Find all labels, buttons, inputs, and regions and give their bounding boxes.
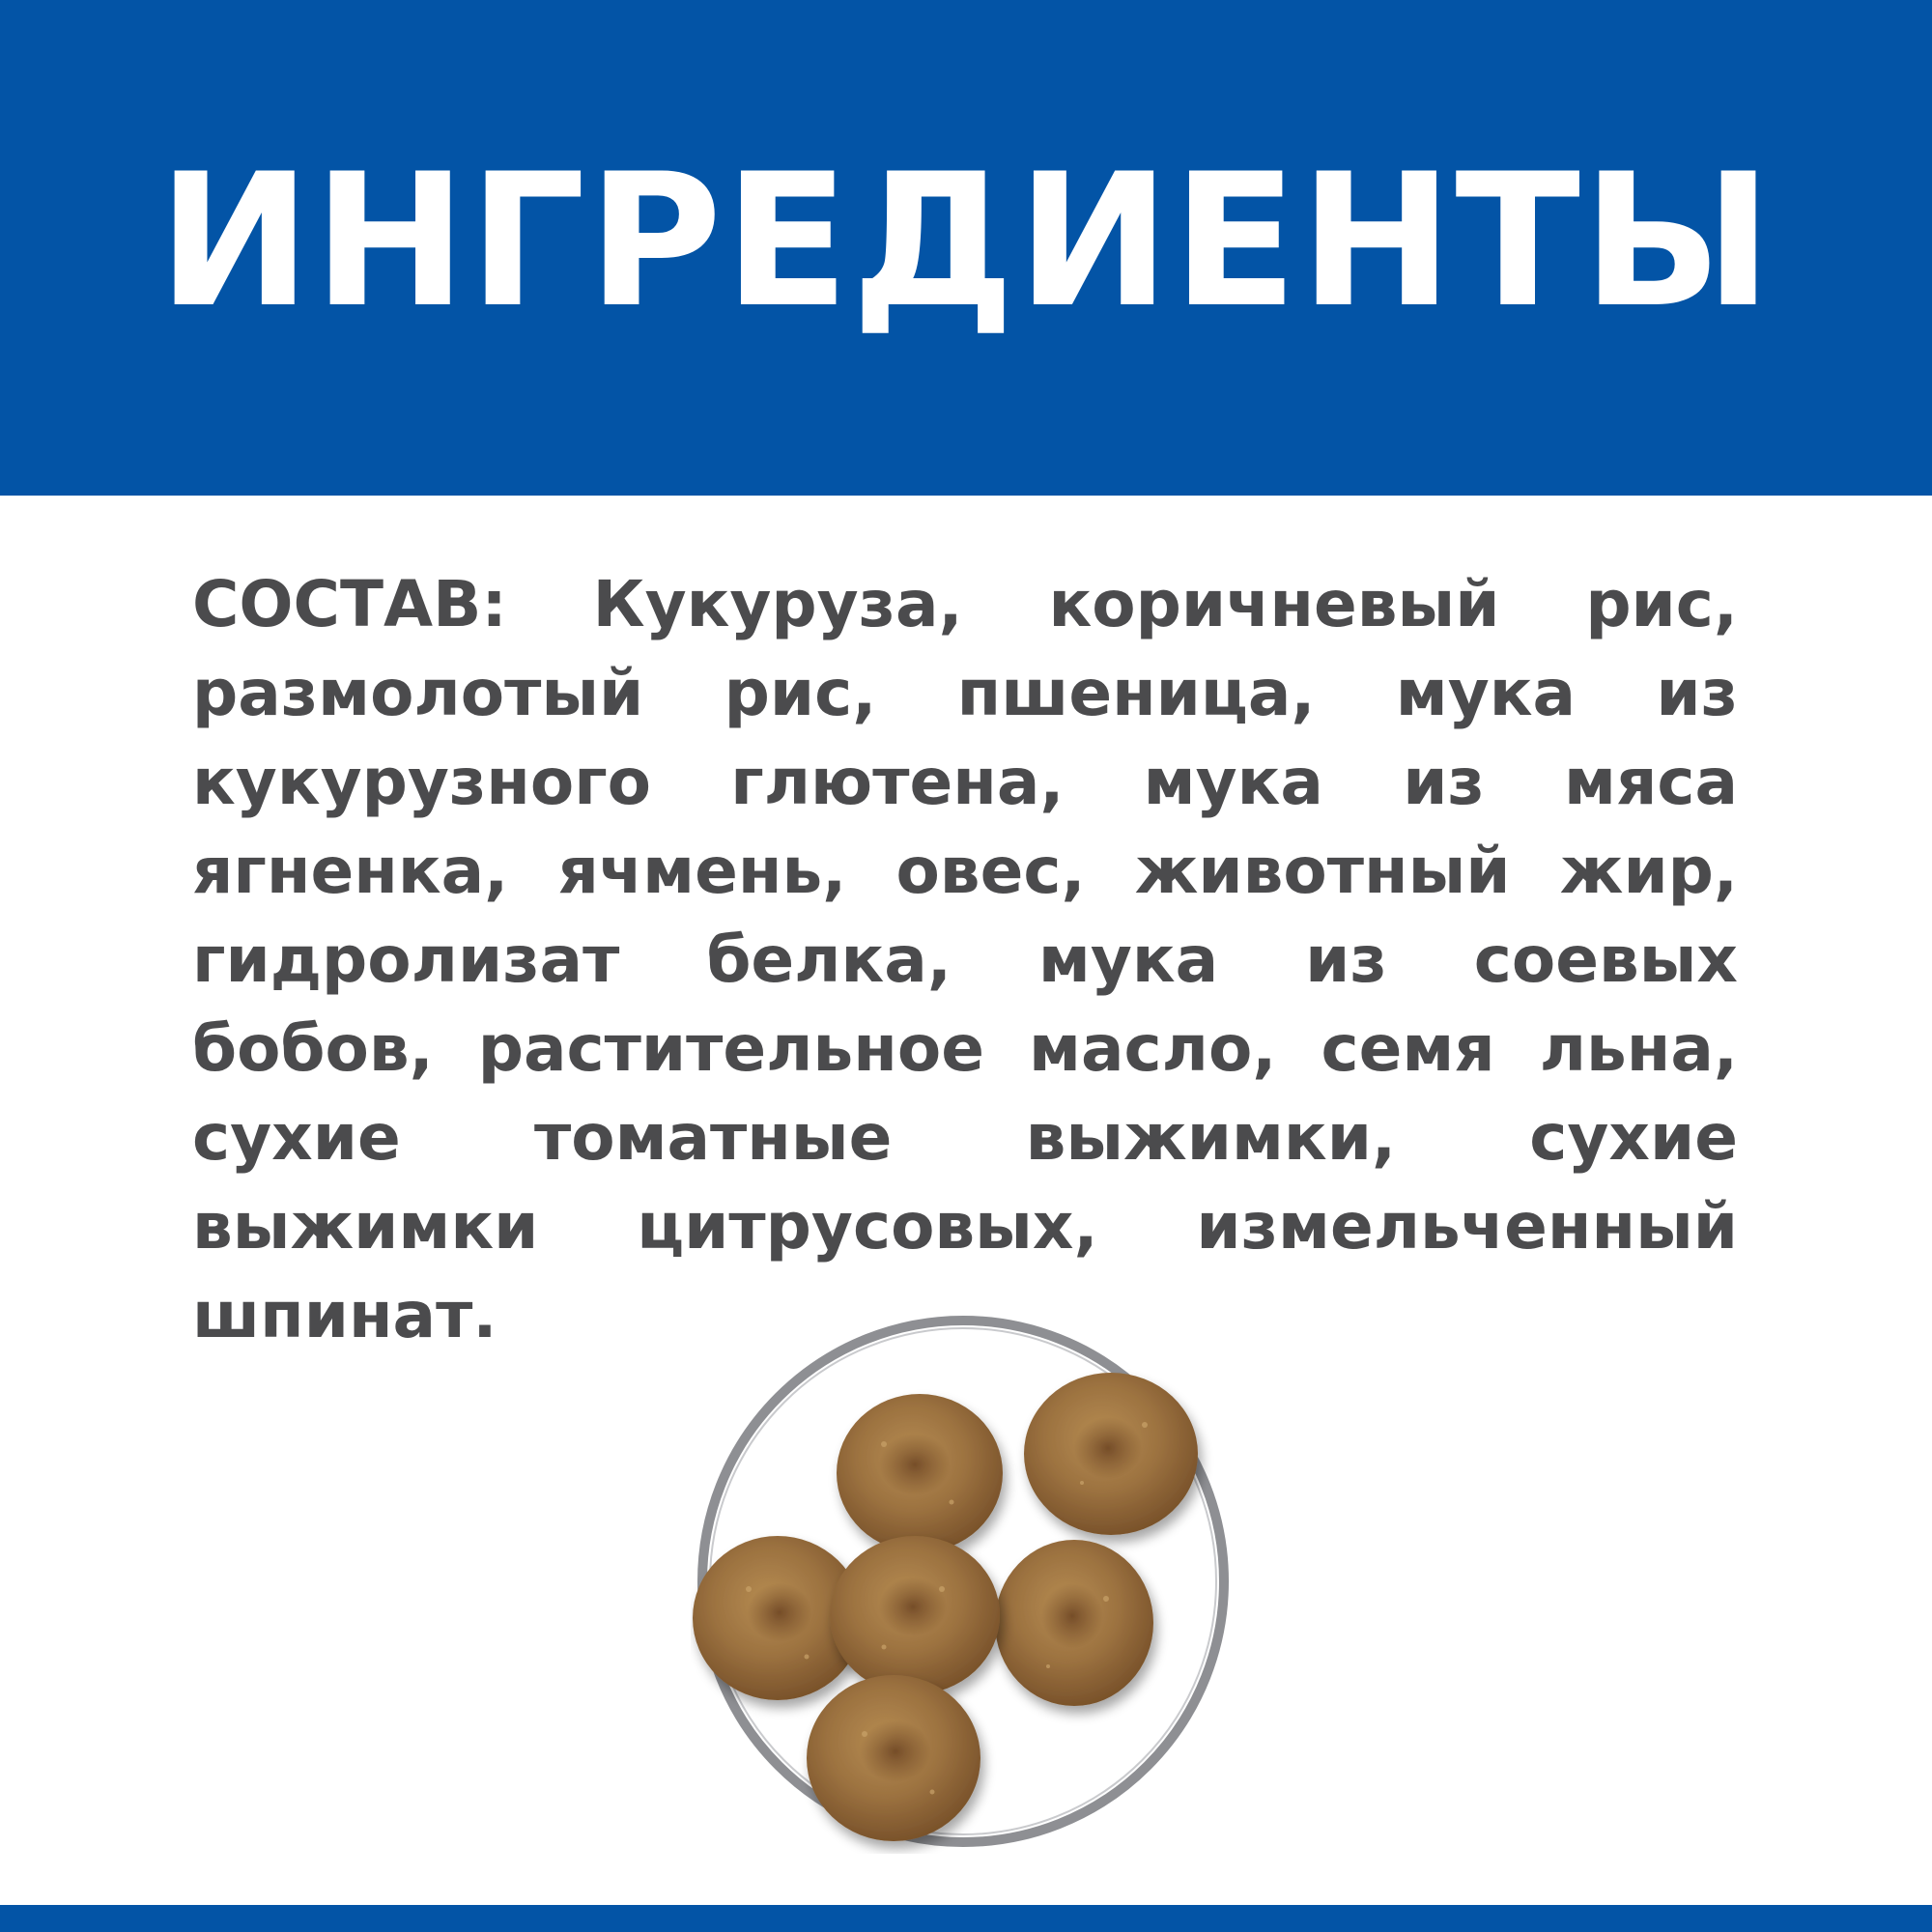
kibble-plate-icon (691, 1309, 1236, 1854)
page-title: ИНГРЕДИЕНТЫ (157, 134, 1775, 348)
ingredients-text: СОСТАВ: Кукуруза, коричневый рис, размолотый рис, пшеница, мука из кукурузного глютена, мука из мяса ягненка, ячмень, овес, животный жир, гидролизат белка, мука из соевых бобов, растительное масло, семя льна, сухие томатные выжимки, сухие выжимки цитрусовых, измельченный шпинат. (192, 567, 1738, 1352)
header-banner (0, 0, 1932, 496)
footer-bar (0, 1905, 1932, 1932)
